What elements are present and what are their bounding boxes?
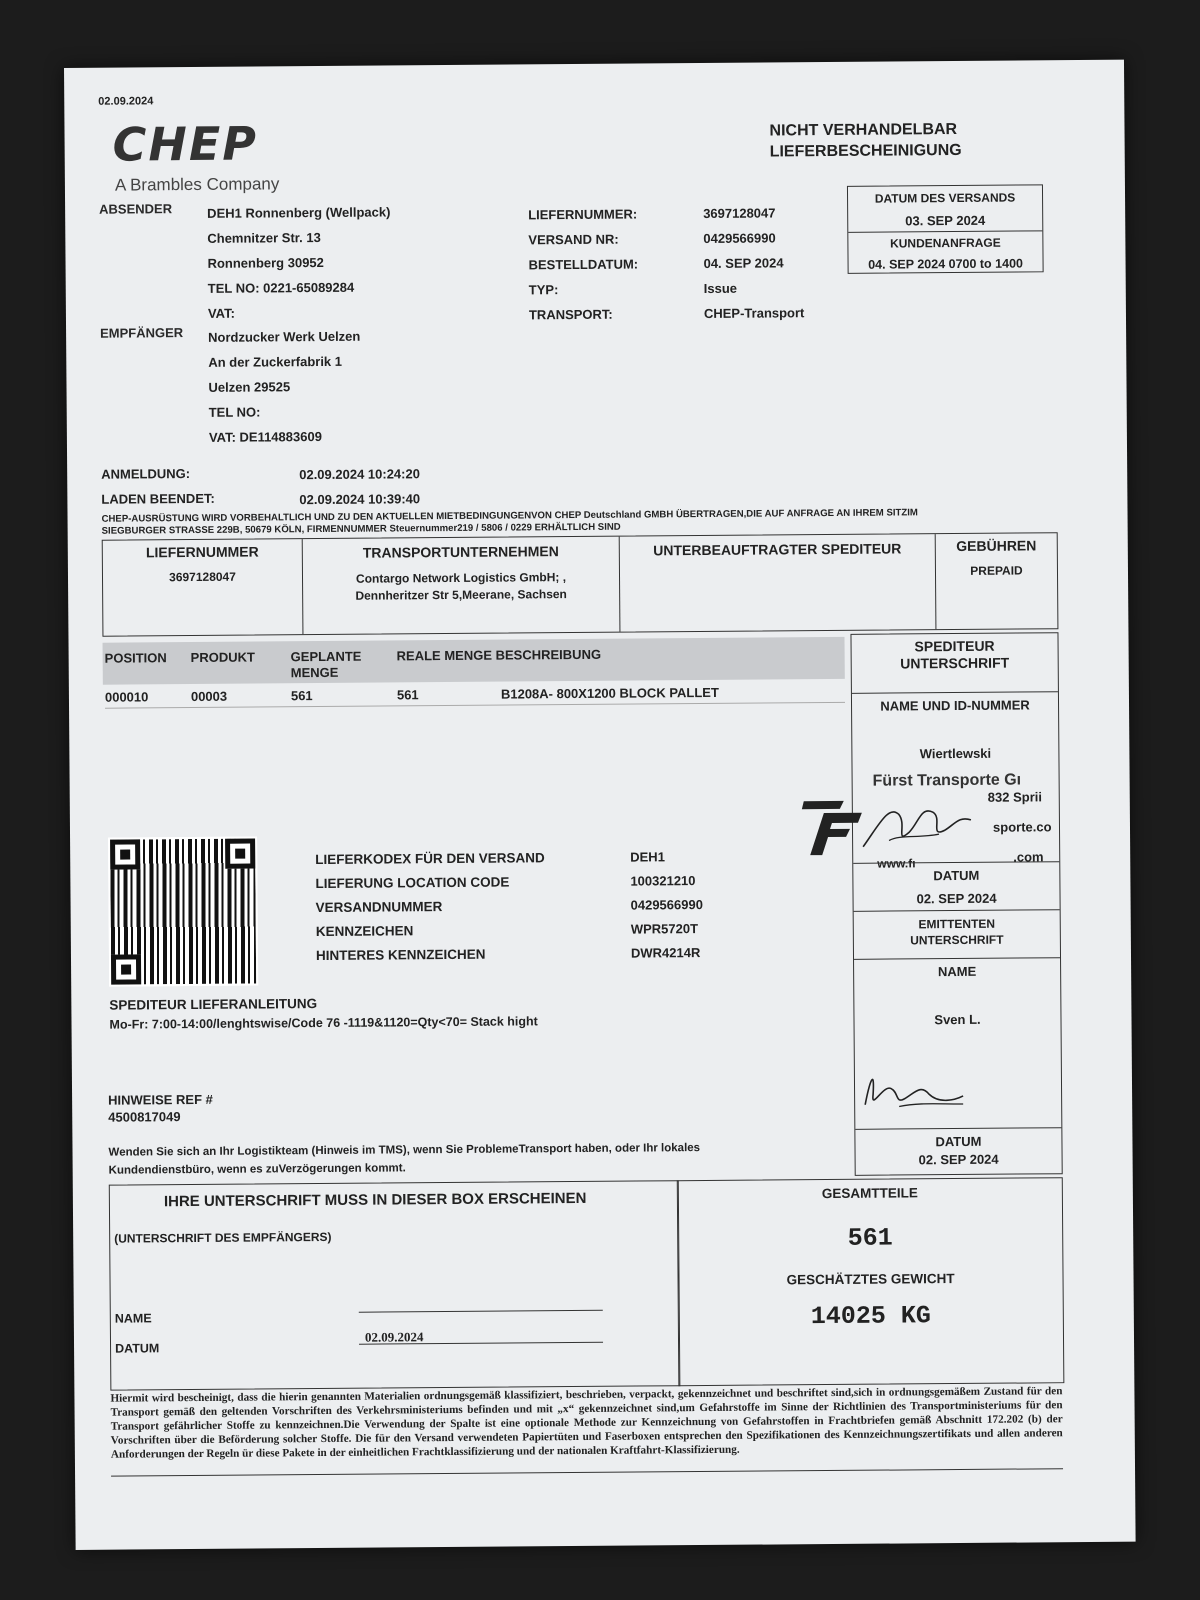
carrier-table-fees-val: PREPAID [970,563,1023,578]
name-id-label: NAME UND ID-NUMMER [880,697,1030,714]
carrier-signature-label: SPEDITEUR UNTERSCHRIFT [900,637,1010,672]
instructions-text: Mo-Fr: 7:00-14:00/lenghtswise/Code 76 -1119&1120=Qty<70= Stack hight [109,1014,538,1032]
sender-label: ABSENDER [99,201,173,217]
driver-name: Wiertlewski [919,745,992,762]
estimated-weight-label: GESCHÄTZTES GEWICHT [786,1271,955,1288]
carrier-table-transport-val: Contargo Network Logistics GmbH; , Dennheritzer Str 5,Meerane, Sachsen [355,570,567,603]
company-stamp-line3: sporte.co [992,819,1052,835]
carrier-table-delivery-val: 3697128047 [169,569,236,585]
rental-terms: CHEP-AUSRÜSTUNG WIRD VORBEHALTLICH UND ZU DEN AKTUELLEN MIETBEDINGUNGENVON CHEP Deutschland GMBH ÜBERTRAGEN,DIE AUF ANFRAGE AN IHREM SITZIM SIEGBURGER STRASSE 229B, 50679 KÖLN, FIRMENNUMMER Steuernummer219 / 5806 / 0229 ERHÄLTLICH SIND [101,507,918,537]
contact-note: Wenden Sie sich an Ihr Logistikteam (Hinweis im TMS), wenn Sie ProblemeTransport haben, oder Ihr lokales Kundendienstbüro, wenn es zuVerzögerungen kommt. [108,1142,701,1177]
recipient-address: Nordzucker Werk Uelzen An der Zuckerfabrik 1 Uelzen 29525 TEL NO: VAT: DE114883609 [208,328,361,445]
carrier-table-subcontractor-head: UNTERBEAUFTRAGTER SPEDITEUR [653,540,902,559]
delivery-info-values: 3697128047 0429566990 04. SEP 2024 Issue CHEP-Transport [703,205,805,321]
transport-company-logo-mark [800,797,870,858]
issuer-signature-label: EMITTENTEN UNTERSCHRIFT [910,916,1004,948]
driver-signature [859,794,979,855]
estimated-weight-value: 14025 KG [810,1301,931,1332]
carrier-table-delivery-head: LIEFERNUMMER [145,543,259,561]
reference: HINWEISE REF # 4500817049 [108,1091,213,1125]
times-values: 02.09.2024 10:24:20 02.09.2024 10:39:40 [299,466,421,508]
tagline: A Brambles Company [114,174,280,195]
issuer-signature [859,1054,969,1115]
company-stamp-line1: Fürst Transporte Gı [872,771,1022,790]
carrier-table [102,532,1059,637]
signature-box-title: IHRE UNTERSCHRIFT MUSS IN DIESER BOX ERSCHEINEN [163,1189,587,1211]
delivery-document [64,60,1136,1550]
document-title: NICHT VERHANDELBAR LIEFERBESCHEINIGUNG [769,120,962,161]
issuer-name-label: NAME [937,963,977,980]
issuer-date-value: 02. SEP 2024 [918,1151,999,1168]
issuer-date-label: DATUM [935,1133,982,1150]
delivery-info-labels: LIEFERNUMMER: VERSAND NR: BESTELLDATUM: TYP: TRANSPORT: [528,206,639,323]
recipient-signature-box [109,1180,681,1390]
certification-text: Hiermit wird bescheinigt, dass die hierin genannten Materialien ordnungsgemäß klassifiziert, beschrieben, verpackt, gekennzeichnet und beschriftet sind,sich in ordnungsgemäßem Zustand für den Transport gemäß den geltenden Vorschriften des Verkehrsministeriums befinden und mit „x“ gekennzeichnet sind,um Gefahrstoffe im Sinne der Richtlinien des Transportministeriums für den Transport gefährlicher Stoffe zu kennzeichnen.Die Verwendung der Spalte ist eine optionale Methode zur Kennzeichnung von Gefahrstoffen in Frachtbriefen gemäß Abschnitt 172.202 (b) der Vorschriften über die Beförderung solcher Stoffe. Die für den Versand verwendeten Papiertüten und Faserboxen entsprechen den Spezifikationen des Kennzeichnungszertifikats und allen anderen Anforderungen der Regeln ür diese Pakete in der einheitlichen Frachtklassifizierung und der nationalen Kraftfahrt-Klassifizierung. [110,1385,1063,1461]
signature-date-label: DATUM [115,1341,160,1356]
carrier-table-fees-head: GEBÜHREN [956,537,1037,555]
totals-box [677,1177,1065,1386]
company-stamp-line2: 832 Sprii [987,789,1043,805]
times-labels: ANMELDUNG: LADEN BEENDET: [101,466,215,507]
signature-name-label: NAME [114,1311,152,1326]
signature-box-subtitle: (UNTERSCHRIFT DES EMPFÄNGERS) [114,1229,332,1246]
company-stamp-line4: .com [1013,849,1044,865]
chep-logo: CHEP [112,116,259,172]
print-date: 02.09.2024 [98,95,154,108]
carrier-table-transport-head: TRANSPORTUNTERNEHMEN [362,543,559,561]
sender-address: DEH1 Ronnenberg (Wellpack) Chemnitzer Str. 13 Ronnenberg 30952 TEL NO: 0221-65089284 VAT: [207,204,391,321]
dispatch-date-box: DATUM DES VERSANDS 03. SEP 2024 KUNDENANFRAGE 04. SEP 2024 0700 to 1400 [847,184,1044,274]
qr-code [108,837,258,987]
total-parts-label: GESAMTTEILE [821,1185,918,1202]
signature-date-value: 02.09.2024 [364,1329,424,1345]
codes-labels: LIEFERKODEX FÜR DEN VERSAND LIEFERUNG LOCATION CODE VERSANDNUMMER KENNZEICHEN HINTERES KENNZEICHEN [315,850,545,964]
carrier-date-value: 02. SEP 2024 [916,890,997,907]
recipient-label: EMPFÄNGER [100,325,184,341]
items-table-header: POSITION PRODUKT GEPLANTE MENGE REALE MENGE BESCHREIBUNG [103,637,845,685]
company-stamp-line5: www.fı [877,856,916,871]
carrier-date-label: DATUM [933,867,980,884]
issuer-name: Sven L. [934,1011,981,1028]
instructions-label: SPEDITEUR LIEFERANLEITUNG [109,996,318,1013]
signature-panel [850,632,1062,1176]
codes-values: DEH1 100321210 0429566990 WPR5720T DWR4214R [630,849,703,961]
total-parts-value: 561 [847,1223,893,1253]
items-table-row: 000010 00003 561 561 B1208A- 800X1200 BLOCK PALLET [105,684,845,709]
